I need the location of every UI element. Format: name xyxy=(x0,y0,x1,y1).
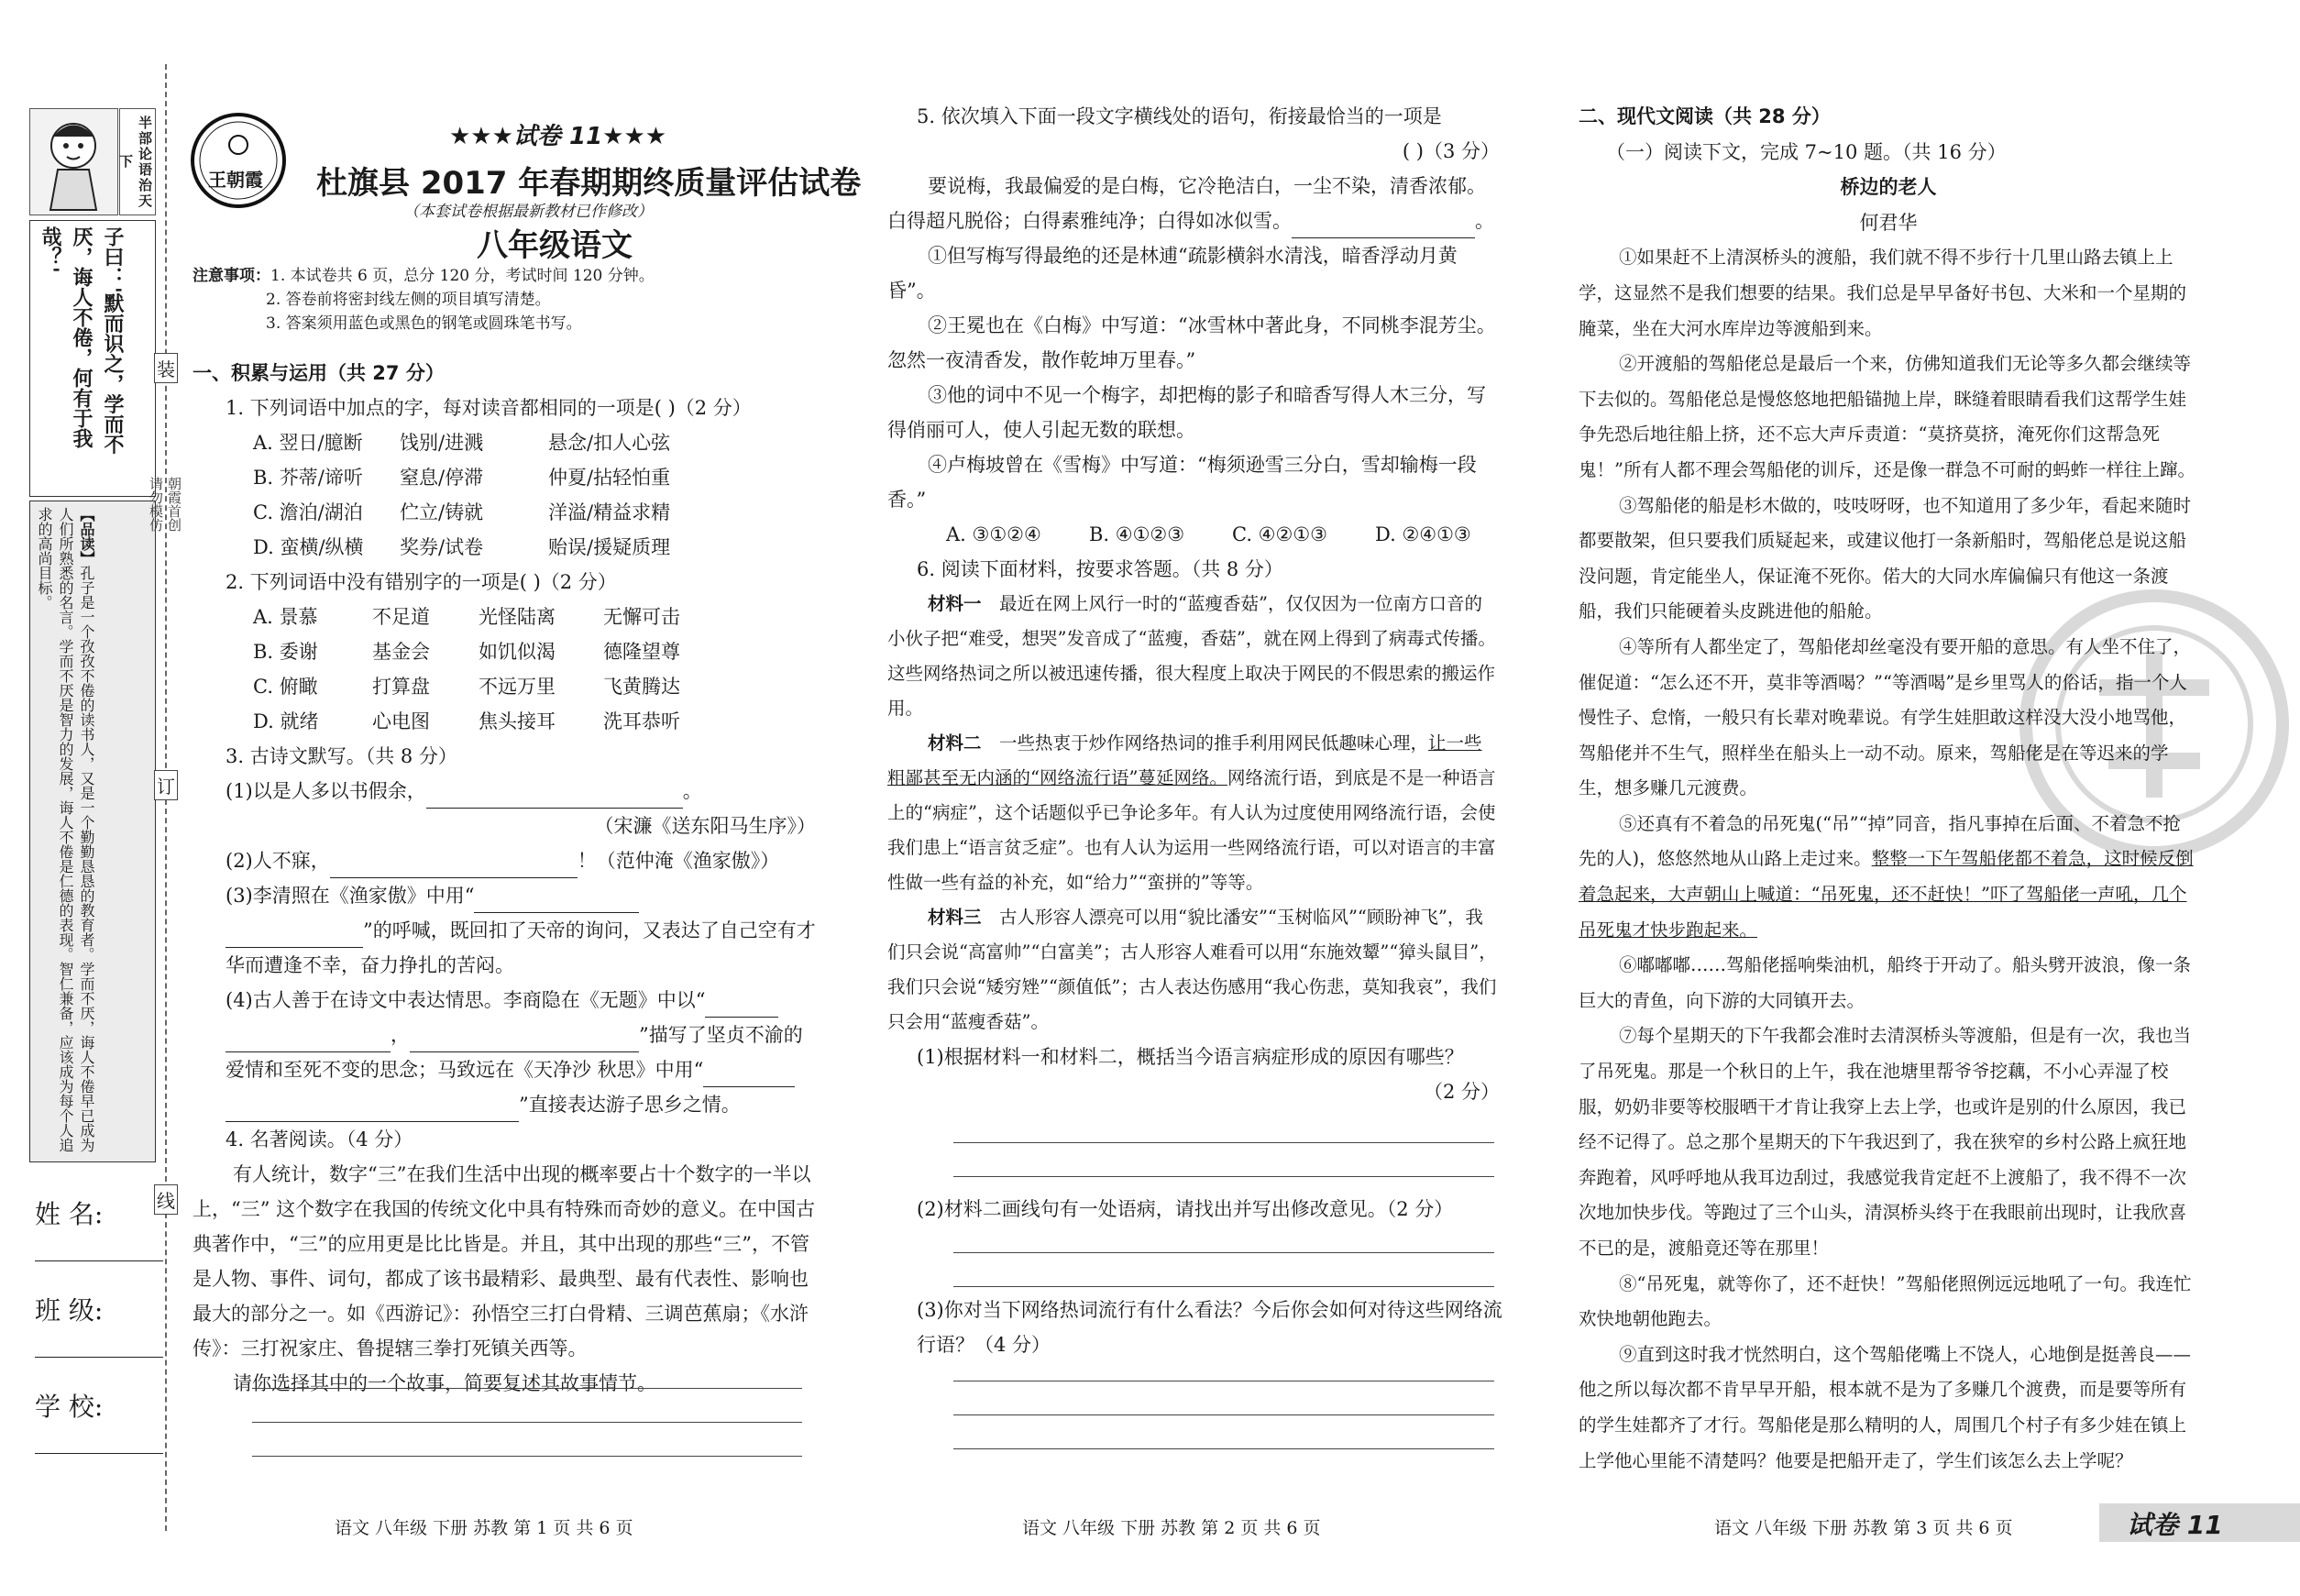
para-5: ⑤还真有不着急的吊死鬼(“吊”“掉”同音，指凡事掉在后面、不着急不抢先的人)，悠悠然地从山路上走过来。整整一下午驾船佬都不着急，这时候反倒着急起来，大声朝山上喊道：“吊死鬼，还不赶快！”吓了驾船佬一声吼，几个吊死鬼才快步跑起来。 xyxy=(1579,812,2194,941)
pindu-title: 【品读】 xyxy=(78,507,95,566)
para-1: ①如果赶不上清溟桥头的渡船，我们就不得不步行十几里山路去镇上上学，这显然不是我们想要的结果。我们总是早早备好书包、大米和一个星期的腌菜，坐在大河水库岸边等渡船到来。 xyxy=(1579,247,2187,339)
q6-3-answer-area[interactable] xyxy=(953,1348,1494,1449)
q4: 4. 名著阅读。（4 分） xyxy=(226,1128,413,1150)
seal-label-ding: 订 xyxy=(154,770,178,800)
q5-text: 要说梅，我最偏爱的是白梅，它冷艳洁白，一尘不染，清香浓郁。白得超凡脱俗；白得素雅纯净；白得如冰似雪。 。 xyxy=(887,169,1500,238)
para-8: ⑧“吊死鬼，就等你了，还不赶快！”驾船佬照例远远地吼了一句。我连忙欢快地朝他跑去。 xyxy=(1579,1272,2192,1330)
page3-footer: 语文 八年级 下册 苏教 第 3 页 共 6 页 xyxy=(1714,1518,2013,1538)
q5-item-4: ④卢梅坡曾在《雪梅》中写道：“梅须逊雪三分白，雪却输梅一段香。” xyxy=(887,454,1477,511)
page1-body xyxy=(193,356,816,1401)
article-title: 桥边的老人 xyxy=(1840,176,1937,199)
para-6: ⑥嘟嘟嘟……驾船佬摇响柴油机，船终于开动了。船头劈开波浪，像一条巨大的青鱼，向下游的大同镇开去。 xyxy=(1579,954,2192,1011)
school-field[interactable] xyxy=(35,1387,163,1469)
pindu-text xyxy=(30,501,101,1159)
para-9: ⑨直到这时我才恍然明白，这个驾船佬嘴上不饶人，心地倒是挺善良——他之所以每次都不肯早早开船，根本就不是为了多赚几个渡费，而是要等所有的学生娃都齐了才行。驾船佬是那么精明的人，周围几个村子有多少娃在镇上上学他心里能不清楚吗？他要是把船开走了，学生们该怎么去上学呢？ xyxy=(1579,1343,2192,1471)
seal-label-zhuang: 装 xyxy=(154,353,178,383)
para-4: ④等所有人都坐定了，驾船佬却丝毫没有要开船的意思。有人坐不住了，催促道：“怎么还不开，莫非等酒喝？”“等酒喝”是乡里骂人的俗话，指一个人慢性子、怠惰，一般只有长辈对晚辈说。有学生娃胆敢这样没大没小地骂他，驾船佬并不生气，照样坐在船头上一动不动。原来，驾船佬是在等迟来的学生，想多赚几元渡费。 xyxy=(1579,635,2192,799)
q6-1: (1)根据材料一和材料二，概括当今语言病症形成的原因有哪些？ xyxy=(917,1046,1464,1068)
page2-body xyxy=(887,99,1500,1109)
copyright-note: 朝霞首创 请勿模仿 xyxy=(148,477,182,532)
q6-1-score: （2 分） xyxy=(1423,1081,1500,1103)
quote-text: 子曰：'默而识之，学而不厌，诲人不倦，何有于我哉？' xyxy=(39,226,124,455)
notice-label: 注意事项： xyxy=(193,267,270,285)
para-2: ②开渡船的驾船佬总是最后一个来，仿佛知道我们无论等多久都会继续等下去似的。驾船佬总是慢悠悠地把船锚抛上岸，眯缝着眼睛看我们这帮学生娃争先恐后地往船上挤，还不忘大声斥责道：“莫挤莫挤，淹死你们这帮急死鬼！”所有人都不理会驾船佬的训斥，还是像一群急不可耐的蚂蚱一样往上蹿。 xyxy=(1579,353,2195,480)
subsection-1: （一）阅读下文，完成 7~10 题。（共 16 分） xyxy=(1606,140,2007,163)
q3-4[interactable]: (4)古人善于在诗文中表达情思。李商隐在《无题》中以“ ， ”描写了坚贞不渝的爱情和至死不变的思念；马致远在《天净沙 秋思》中用“ ”直接表达游子思乡之情。 xyxy=(193,983,816,1122)
material-3: 材料三 古人形容人漂亮可以用“貌比潘安”“玉树临风”“顾盼神飞”，我们只会说“高富帅”“白富美”；古人形容人难看可以用“东施效颦”“獐头鼠目”，我们只会说“矮穷矬”“颜值低”；古人表达伤感用“我心伤悲，莫知我哀”，我们只会用“蓝瘦香菇”。 xyxy=(887,907,1497,1032)
pindu-box xyxy=(29,501,156,1162)
q5-score[interactable]: ( )（3 分） xyxy=(1402,140,1500,162)
q6-3: (3)你对当下网络热词流行有什么看法？今后你会如何对待这些网络流行语？（4 分） xyxy=(917,1299,1502,1356)
paper-badge: ★★★试卷 11★★★ xyxy=(449,123,667,150)
confucius-cartoon-icon xyxy=(29,108,118,215)
q3-3[interactable]: (3)李清照在《渔家傲》中用“ ”的呼喊，既回扣了天帝的询问，又表达了自己空有才华而遭逢不幸，奋力挣扎的苦闷。 xyxy=(226,885,816,976)
brand-label: 半部论语治天下 xyxy=(119,108,156,215)
q6: 6. 阅读下面材料，按要求答题。（共 8 分） xyxy=(917,558,1283,580)
para-7: ⑦每个星期天的下午我都会准时去清溟桥头等渡船，但是有一次，我也当了吊死鬼。那是一个秋日的上午，我在池塘里帮爷爷挖藕，不小心弄湿了校服，奶奶非要等校服晒干才肯让我穿上去上学，也或许是别的什么原因，我已经不记得了。总之那个星期天的下午我迟到了，我在狭窄的乡村公路上疯狂地奔跑着，风呼呼地从我耳边刮过，我感觉我肯定赶不上渡船了，我不得不一次次地加快步伐。等跑过了三个山头，清溟桥头终于在我眼前出现时，让我欣喜不已的是，渡船竟还等在那里！ xyxy=(1579,1025,2192,1259)
q1-options: A. 翌日/臆断 饯别/进溅 悬念/扣人心弦 B. 芥蒂/谛听 窒息/停滞 仲夏/拈轻怕重 C. 澹泊/湖泊 伫立/铸就 洋溢/精益求精 D. 蛮横/纵横 奖券/试卷 贻误/援疑质理 xyxy=(253,432,671,558)
q3-1[interactable]: (1)以是人多以书假余， 。 xyxy=(193,774,816,809)
seal-label-xian: 线 xyxy=(154,1184,178,1215)
logo-text: 王朝霞 xyxy=(208,169,263,191)
pindu-body: 孔子是一个孜孜不倦的读书人，又是一个勤勤恳恳的教育者。学而不厌，诲人不倦早已成为人们所熟悉的名言。学而不厌是智力的发展，诲人不倦是仁德的表现。智仁兼备，应该成为每个人追求的高尚目标。 xyxy=(36,507,95,1152)
notice-block: 注意事项：1. 本试卷共 6 页，总分 120 分，考试时间 120 分钟。 2. 答卷前将密封线左侧的项目填写清楚。 3. 答案须用蓝色或黑色的钢笔或圆珠笔书写。 xyxy=(193,267,655,333)
q6-2-answer-area[interactable] xyxy=(953,1219,1494,1287)
material-1: 材料一 最近在网上风行一时的“蓝瘦香菇”，仅仅因为一位南方口音的小伙子把“难受，想哭”发音成了“蓝瘦，香菇”，就在网上得到了病毒式传播。这些网络热词之所以被迅速传播，很大程度上取决于网民的不假思索的搬运作用。 xyxy=(887,593,1496,719)
exam-subtitle: （本套试卷根据最新教材已作修改） xyxy=(403,203,653,221)
q4-answer-area[interactable] xyxy=(252,1355,802,1457)
q3-1-source: （宋濂《送东阳马生序》） xyxy=(594,815,816,837)
school-label: 学 校: xyxy=(35,1392,104,1422)
q4-text: 有人统计，数字“三”在我们生活中出现的概率要占十个数字的一半以上，“三” 这个数字在我国的传统文化中具有特殊而奇妙的意义。在中国古典著作中，“三”的应用更是比比皆是。并且，其中出现的那些“三”，不管是人物、事件、词句，都成了该书最精彩、最典型、最有代表性、影响也最大的部分之一。如《西游记》：孙悟空三打白骨精、三调芭蕉扇；《水浒传》：三打祝家庄、鲁提辖三拳打死镇关西等。 xyxy=(193,1163,816,1359)
sidebar xyxy=(28,108,156,1529)
page1-footer: 语文 八年级 下册 苏教 第 1 页 共 6 页 xyxy=(335,1518,633,1538)
name-label: 姓 名: xyxy=(35,1199,104,1229)
q5: 5. 依次填入下面一段文字横线处的语句，衔接最恰当的一项是 xyxy=(917,105,1442,127)
q2-options: A. 景慕 不足道 光怪陆离 无懈可击 B. 委谢 基金会 如饥似渴 德隆望尊 C. 俯瞰 打算盘 不远万里 飞黄腾达 D. 就绪 心电图 焦头接耳 洗耳恭听 xyxy=(253,606,680,732)
page3-badge: 试卷 11 xyxy=(2127,1510,2223,1540)
page2-footer: 语文 八年级 下册 苏教 第 2 页 共 6 页 xyxy=(1022,1518,1321,1538)
class-field[interactable] xyxy=(35,1291,163,1373)
q4-ask: 请你选择其中的一个故事，简要复述其故事情节。 xyxy=(233,1372,656,1394)
q3-2[interactable]: (2)人不寐， ！（范仲淹《渔家傲》） xyxy=(193,843,816,878)
q1: 1. 下列词语中加点的字，每对读音都相同的一项是( )（2 分） xyxy=(226,397,752,419)
exam-grade: 八年级语文 xyxy=(477,227,633,264)
brand-logo xyxy=(188,110,289,211)
quote-box xyxy=(29,220,156,497)
material-2: 材料二 一些热衷于炒作网络热词的推手利用网民低趣味心理，让一些粗鄙甚至无内涵的“网络流行语”蔓延网络。网络流行语，到底是不是一种语言上的“病症”，这个话题似乎已争论多年。有人认为过度使用网络流行语，会使我们患上“语言贫乏症”。也有人认为运用一些网络流行语，可以对语言的丰富性做一些有益的补充，如“给力”“蛮拼的”等等。 xyxy=(887,732,1496,893)
q3: 3. 古诗文默写。（共 8 分） xyxy=(226,745,457,767)
para-3: ③驾船佬的船是杉木做的，吱吱呀呀，也不知道用了多少年，看起来随时都要散架，但只要我们质疑起来，或建议他打一条新船时，驾船佬总是说这船没问题，肯定能坐人，保证淹不死你。偌大的大同水库偏偏只有他这一条渡船，我们只能硬着头皮跳进他的船舱。 xyxy=(1579,494,2192,622)
q6-1-answer-area[interactable] xyxy=(953,1109,1494,1177)
q5-item-3: ③他的词中不见一个梅字，却把梅的影子和暗香写得人木三分，写得俏丽可人，使人引起无数的联想。 xyxy=(887,384,1486,441)
section2-heading: 二、现代文阅读（共 28 分） xyxy=(1579,105,1831,127)
section1-heading: 一、积累与运用（共 27 分） xyxy=(193,362,445,384)
q2: 2. 下列词语中没有错别字的一项是( )（2 分） xyxy=(226,571,617,593)
exam-title: 杜旗县 2017 年春期期终质量评估试卷 xyxy=(316,165,862,202)
article-author: 何君华 xyxy=(1859,211,1918,234)
q5-options: A. ③①②④ B. ④①②③ C. ④②①③ D. ②④①③ xyxy=(946,523,1471,545)
q6-2: (2)材料二画线句有一处语病，请找出并写出修改意见。（2 分） xyxy=(917,1198,1454,1220)
class-label: 班 级: xyxy=(35,1295,104,1326)
name-field[interactable] xyxy=(35,1194,163,1277)
q5-item-1: ①但写梅写得最绝的还是林逋“疏影横斜水清浅，暗香浮动月黄昏”。 xyxy=(887,245,1458,302)
q5-item-2: ②王冕也在《白梅》中写道：“冰雪林中著此身，不同桃李混芳尘。忽然一夜清香发，散作乾坤万里春。” xyxy=(887,314,1496,371)
page3-body xyxy=(1579,99,2198,1479)
